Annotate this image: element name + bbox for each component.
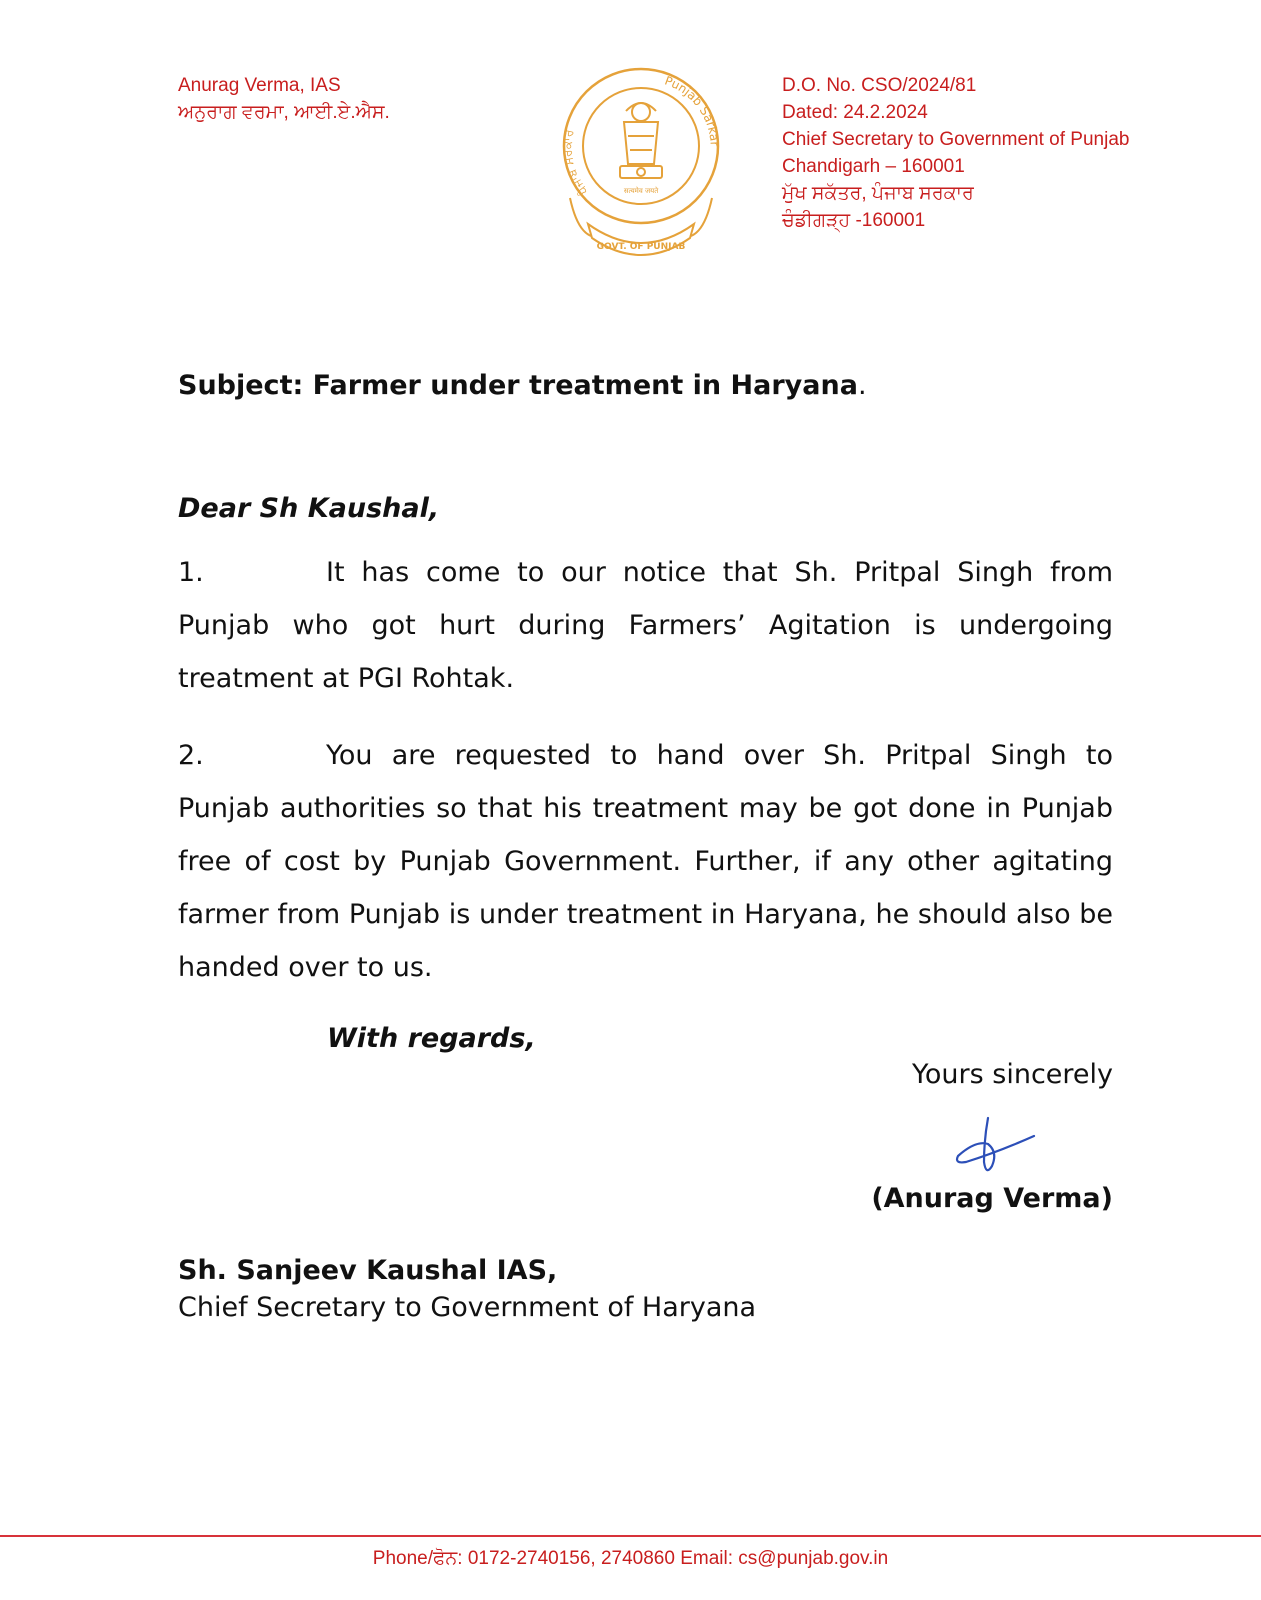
sender-name-english: Anurag Verma, IAS [178,75,341,96]
letter-date: Dated: 24.2.2024 [782,102,928,123]
sign-off: Yours sincerely [911,1059,1113,1090]
paragraph-text: It has come to our notice that Sh. Pritpal Singh from Punjab who got hurt during Farmers’ Agitation is undergoing treatment at PGI Rohtak. [178,557,1113,694]
emblem-ribbon-text: GOVT. OF PUNJAB [596,242,686,252]
recipient-title: Chief Secretary to Government of Haryana [178,1292,757,1323]
sender-name-punjabi: ਅਨੁਰਾਗ ਵਰਮਾ, ਆਈ.ਏ.ਐਸ. [178,102,390,123]
subject-line [178,370,867,401]
paragraph-number: 1. [178,557,204,588]
subject-period: . [857,370,867,401]
footer-divider [0,1535,1261,1537]
footer-contact: Phone/ਫੋਨ: 0172-2740156, 2740860 Email: cs@punjab.gov.in [372,1548,889,1569]
state-emblem-seal-icon [560,66,722,266]
office-city-english: Chandigarh – 160001 [782,156,965,177]
reference-number: D.O. No. CSO/2024/81 [782,75,977,96]
lion-capital-icon [620,103,662,178]
emblem-ring-left-text: ਪੰਜਾਬ ਸਰਕਾਰ [560,128,591,199]
office-city-punjabi: ਚੰਡੀਗੜ੍ਹ -160001 [782,210,926,231]
reference-block [782,72,1129,234]
emblem-motto: सत्यमेव जयते [623,187,659,195]
closing-regards: With regards, [327,1023,536,1054]
signatory-name: (Anurag Verma) [871,1183,1113,1214]
recipient-name: Sh. Sanjeev Kaushal IAS, [178,1255,558,1286]
office-title-english: Chief Secretary to Government of Punjab [782,129,1130,150]
office-title-punjabi: ਮੁੱਖ ਸਕੱਤਰ, ਪੰਜਾਬ ਸਰਕਾਰ [782,183,974,204]
paragraph-number: 2. [178,740,204,771]
subject-text: Subject: Farmer under treatment in Haryana [178,370,858,401]
paragraph-1 [178,546,1113,705]
paragraph-text: You are requested to hand over Sh. Pritpal Singh to Punjab authorities so that his treatment may be got done in Punjab free of cost by Punjab Government. Further, if any other agitating farmer from Punjab is under treatment in Haryana, he should also be handed over to us. [178,740,1113,983]
handwritten-signature [948,1116,1038,1182]
paragraph-2 [178,729,1113,994]
sender-block [178,72,390,126]
emblem-ring-right-text: Punjab Sarkar [662,73,722,147]
salutation: Dear Sh Kaushal, [178,493,440,524]
